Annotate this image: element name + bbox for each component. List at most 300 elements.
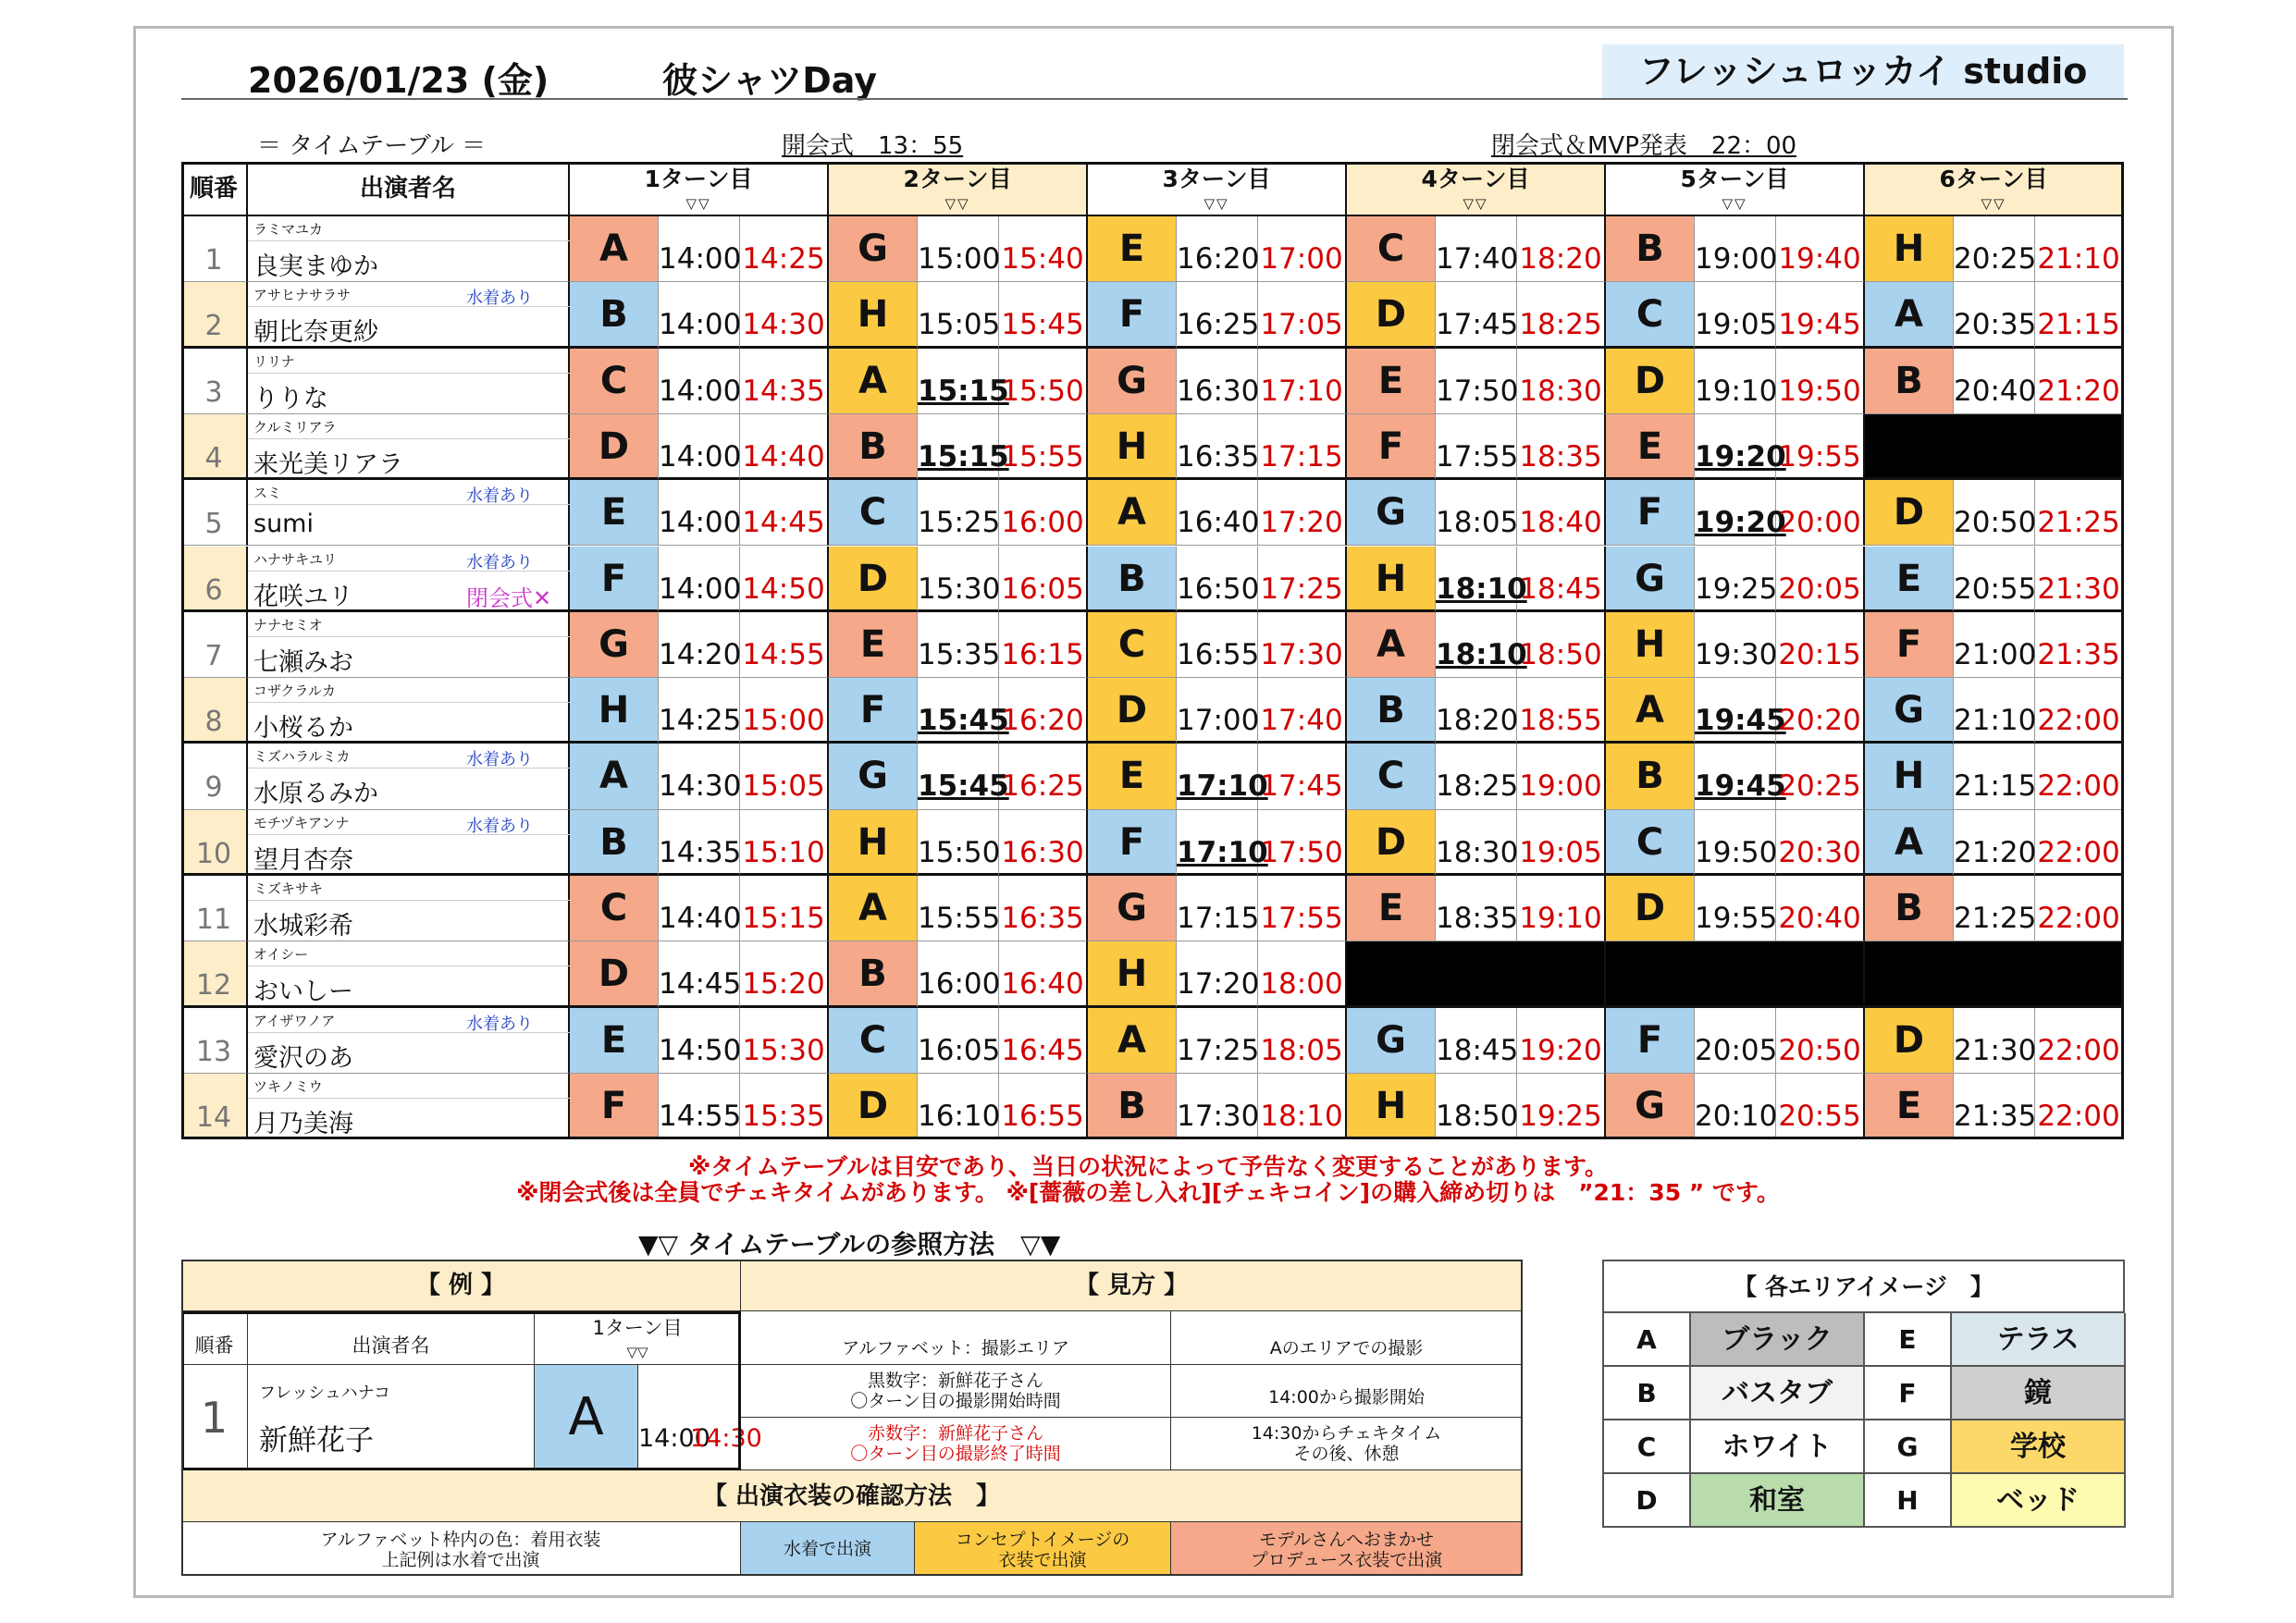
end-time: 17:05 [1258,282,1347,348]
area-letter: E [829,612,918,678]
end-time: 20:20 [1776,678,1865,744]
area-letter: G [1347,1008,1436,1074]
turn-header-4 [1347,162,1606,216]
start-time: 20:25 [1954,216,2035,282]
start-time: 15:50 [918,810,999,876]
area-letter: C [1606,810,1695,876]
end-time: 14:55 [740,612,829,678]
performer-cell [248,810,570,876]
end-time: 16:30 [999,810,1088,876]
end-time: 20:25 [1776,744,1865,809]
area-letter: D [1347,810,1436,876]
end-time: 20:40 [1776,876,1865,941]
performer-cell [248,744,570,809]
kana-divider [248,1098,570,1099]
start-time: 20:05 [1695,1008,1776,1074]
performer-cell [248,612,570,678]
performer-name: 花咲ユリ [253,582,353,611]
start-time: 19:10 [1695,349,1776,414]
start-time: 14:35 [659,810,740,876]
ex-end-time: 14:30 [690,1365,741,1470]
area-letter: C [1347,744,1436,809]
performer-kana: ミズキサキ [253,880,324,897]
start-time: 18:10 [1436,612,1517,678]
end-time: 19:40 [1776,216,1865,282]
area-name-b: バスタブ [1691,1367,1865,1420]
performer-name: りりな [253,384,328,413]
area-letter: H [1347,547,1436,612]
start-time: 21:25 [1954,876,2035,941]
opening-time: 開会式 13：55 [782,132,964,160]
start-time: 20:35 [1954,282,2035,348]
black-desc: 14:00から撮影開始 [1171,1365,1523,1418]
area-letter: F [570,1074,659,1139]
end-time: 15:45 [999,282,1088,348]
turn-label: 2ターン目 [903,166,1012,192]
start-time: 15:15 [918,349,999,414]
end-time: 20:55 [1776,1074,1865,1139]
end-time: 15:15 [740,876,829,941]
turn-arrows: ▽▽ [1204,195,1229,212]
ex-name: 新鮮花子 [259,1424,374,1457]
end-time: 18:55 [1517,678,1606,744]
end-time: 14:30 [740,282,829,348]
closing-time: 閉会式＆MVP発表 22：00 [1491,132,1797,160]
start-time: 14:45 [659,941,740,1007]
area-letter: B [1865,349,1954,414]
start-time: 21:15 [1954,744,2035,809]
start-time: 15:00 [918,216,999,282]
start-time: 17:15 [1177,876,1258,941]
performer-kana: クルミリアラ [253,418,337,436]
kana-divider [248,240,570,241]
performer-cell [248,414,570,480]
area-letter-g: G [1865,1420,1952,1474]
performer-name: 水原るみか [253,780,378,809]
start-time: 20:40 [1954,349,2035,414]
area-letter-a: A [1604,1313,1691,1367]
start-time: 17:25 [1177,1008,1258,1074]
closing-absence-note: 閉会式✕ [466,584,552,611]
end-time: 16:15 [999,612,1088,678]
start-time: 18:30 [1436,810,1517,876]
start-time: 17:20 [1177,941,1258,1007]
costume-concept: コンセプトイメージの 衣装で出演 [915,1522,1171,1576]
area-letter: C [570,876,659,941]
performer-cell [248,282,570,348]
row-number: 1 [181,216,248,282]
end-time: 16:05 [999,547,1088,612]
end-time: 19:05 [1517,810,1606,876]
end-time: 15:50 [999,349,1088,414]
area-letter: H [1865,744,1954,809]
end-time: 22:00 [2035,744,2124,809]
order-header: 順番 [181,162,248,216]
area-letter: C [829,1008,918,1074]
performer-name: sumi [253,510,314,539]
start-time: 16:50 [1177,547,1258,612]
start-time: 17:00 [1177,678,1258,744]
area-letter: E [1347,349,1436,414]
area-letter: A [1088,1008,1177,1074]
start-time: 14:00 [659,349,740,414]
start-time: 19:50 [1695,810,1776,876]
area-letter: F [829,678,918,744]
start-time: 14:00 [659,282,740,348]
start-time: 20:50 [1954,480,2035,546]
start-time: 19:55 [1695,876,1776,941]
start-time: 15:15 [918,414,999,480]
end-time: 15:20 [740,941,829,1007]
start-time: 18:50 [1436,1074,1517,1139]
turn-header-6 [1865,162,2124,216]
turn-header-2 [829,162,1088,216]
performer-kana: モチヅキアンナ [253,814,350,831]
start-time: 20:55 [1954,547,2035,612]
area-letter: C [829,480,918,546]
start-time: 17:45 [1436,282,1517,348]
row-number: 4 [181,414,248,480]
end-time: 21:25 [2035,480,2124,546]
start-time: 14:00 [659,480,740,546]
area-letter: B [1606,744,1695,809]
alpha-label: アルファベット：撮影エリア [741,1311,1171,1365]
ex-turn-header: 1ターン目 ▽▽ [535,1311,741,1365]
end-time: 19:50 [1776,349,1865,414]
end-time: 17:15 [1258,414,1347,480]
start-time: 14:25 [659,678,740,744]
end-time: 15:00 [740,678,829,744]
area-letter: H [1347,1074,1436,1139]
end-time: 17:00 [1258,216,1347,282]
start-time: 14:00 [659,216,740,282]
black-label: 黒数字：新鮮花子さん 〇ターン目の撮影開始時間 [741,1365,1171,1418]
start-time: 21:00 [1954,612,2035,678]
start-time: 21:20 [1954,810,2035,876]
howto-table [181,1260,1523,1581]
start-time: 20:10 [1695,1074,1776,1139]
end-time: 20:00 [1776,480,1865,546]
start-time: 17:50 [1436,349,1517,414]
performer-cell [248,1008,570,1074]
performer-name: 水城彩希 [253,912,353,941]
area-letter: D [1088,678,1177,744]
start-time: 16:00 [918,941,999,1007]
start-time: 19:20 [1695,480,1776,546]
performer-kana: コザクラルカ [253,682,336,700]
area-title: 【 各エリアイメージ 】 [1604,1261,2125,1313]
area-letter: B [1865,876,1954,941]
start-time: 16:55 [1177,612,1258,678]
area-letter: F [1088,810,1177,876]
area-letter: D [1347,282,1436,348]
performer-cell [248,678,570,744]
ex-start-time: 14:00 [638,1365,690,1470]
start-time: 14:55 [659,1074,740,1139]
header-divider [181,98,2128,100]
end-time: 17:55 [1258,876,1347,941]
swimsuit-note: 水着あり [466,750,533,770]
end-time: 19:00 [1517,744,1606,809]
start-time: 18:10 [1436,547,1517,612]
performer-cell [248,876,570,941]
end-time: 18:05 [1258,1008,1347,1074]
end-time: 15:10 [740,810,829,876]
performer-name: 七瀬みお [253,647,353,677]
kana-divider [248,702,570,703]
area-letter: G [570,612,659,678]
costume-produce: モデルさんへおまかせ プロデュース衣装で出演 [1171,1522,1523,1576]
turn-label: 6ターン目 [1939,166,2048,192]
end-time: 19:55 [1776,414,1865,480]
end-time: 16:55 [999,1074,1088,1139]
area-letter: C [1606,282,1695,348]
area-letter: A [829,876,918,941]
end-time: 17:40 [1258,678,1347,744]
end-time: 19:45 [1776,282,1865,348]
row-number: 10 [181,810,248,876]
area-letter: G [1606,547,1695,612]
turn-arrows: ▽▽ [1981,195,2006,212]
row-number: 7 [181,612,248,678]
area-letter: A [1347,612,1436,678]
area-letter: F [1606,480,1695,546]
turn-header-5 [1606,162,1865,216]
howto-title: ▼▽ タイムテーブルの参照方法 ▽▼ [638,1229,1061,1260]
end-time: 18:40 [1517,480,1606,546]
performer-cell [248,349,570,414]
area-letter: F [1865,612,1954,678]
area-letter: H [1088,941,1177,1007]
turn-arrows: ▽▽ [1463,195,1488,212]
start-time: 17:10 [1177,744,1258,809]
end-time: 22:00 [2035,876,2124,941]
costume-swimsuit: 水着で出演 [741,1522,915,1576]
area-letter: G [1865,678,1954,744]
end-time: 19:10 [1517,876,1606,941]
area-letter: A [1865,282,1954,348]
end-time: 16:45 [999,1008,1088,1074]
turn-header-3 [1088,162,1347,216]
start-time: 14:20 [659,612,740,678]
performer-kana: アサヒナサラサ [253,287,352,304]
kana-divider [248,636,570,637]
area-letter: C [570,349,659,414]
start-time: 18:35 [1436,876,1517,941]
example-header: 【 例 】 [181,1260,741,1311]
view-header: 【 見方 】 [741,1260,1523,1311]
end-time: 18:30 [1517,349,1606,414]
start-time: 19:45 [1695,678,1776,744]
start-time: 14:30 [659,744,740,809]
area-letter: D [829,1074,918,1139]
row-number: 14 [181,1074,248,1139]
area-name-d: 和室 [1691,1474,1865,1528]
start-time: 16:30 [1177,349,1258,414]
area-letter: E [1347,876,1436,941]
event-title: 彼シャツDay [662,60,878,101]
ex-kana: フレッシュハナコ [259,1383,391,1403]
end-time: 17:25 [1258,547,1347,612]
start-time: 16:35 [1177,414,1258,480]
area-letter: F [1347,414,1436,480]
end-time: 20:15 [1776,612,1865,678]
area-letter: E [1606,414,1695,480]
end-time: 16:20 [999,678,1088,744]
performer-kana: アイザワノア [253,1012,336,1029]
performer-cell [248,1074,570,1139]
area-letter: A [1088,480,1177,546]
area-table [1602,1260,2125,1528]
end-time: 14:45 [740,480,829,546]
turn-arrows: ▽▽ [685,195,711,212]
start-time: 17:10 [1177,810,1258,876]
end-time: 17:30 [1258,612,1347,678]
area-letter: A [1606,678,1695,744]
kana-divider [248,438,570,439]
area-letter: G [829,744,918,809]
area-letter: A [829,349,918,414]
area-letter-b: B [1604,1367,1691,1420]
row-number: 6 [181,547,248,612]
start-time: 15:25 [918,480,999,546]
area-letter: B [570,282,659,348]
area-letter: G [829,216,918,282]
start-time: 19:00 [1695,216,1776,282]
blank-slot [1865,941,2124,1007]
start-time: 14:50 [659,1008,740,1074]
note-line-2: ※閉会式後は全員でチェキタイムがあります。 ※[薔薇の差し入れ][チェキコイン]の購入締め切りは ”21：35 ” です。 [516,1179,1780,1206]
end-time: 21:10 [2035,216,2124,282]
performer-kana: ラミマユカ [253,221,324,238]
start-time: 17:40 [1436,216,1517,282]
end-time: 15:55 [999,414,1088,480]
start-time: 18:25 [1436,744,1517,809]
performer-name: 望月杏奈 [253,845,353,875]
area-letter: B [1606,216,1695,282]
turn-arrows: ▽▽ [1722,195,1747,212]
swimsuit-note: 水着あり [466,1014,533,1034]
row-number: 12 [181,941,248,1007]
turn-label: 1ターン目 [644,166,753,192]
end-time: 18:50 [1517,612,1606,678]
start-time: 16:10 [918,1074,999,1139]
start-time: 16:05 [918,1008,999,1074]
area-name-e: テラス [1952,1313,2126,1367]
area-letter-d: D [1604,1474,1691,1528]
end-time: 17:10 [1258,349,1347,414]
performer-kana: リリナ [253,352,295,370]
turn-label: 3ターン目 [1162,166,1271,192]
area-letter: E [1088,744,1177,809]
area-letter: A [570,744,659,809]
end-time: 16:35 [999,876,1088,941]
ex-row-number: 1 [181,1365,248,1470]
area-letter: F [1606,1008,1695,1074]
row-number: 9 [181,744,248,809]
end-time: 22:00 [2035,1008,2124,1074]
turn-header-1 [570,162,829,216]
area-letter-h: H [1865,1474,1952,1528]
start-time: 21:35 [1954,1074,2035,1139]
area-letter: B [570,810,659,876]
ex-area-letter: A [535,1365,638,1470]
end-time: 18:35 [1517,414,1606,480]
note-line-1: ※タイムテーブルは目安であり、当日の状況によって予告なく変更することがあります。 [687,1153,1609,1180]
start-time: 18:20 [1436,678,1517,744]
swimsuit-note: 水着あり [466,552,533,572]
start-time: 15:35 [918,612,999,678]
end-time: 14:40 [740,414,829,480]
end-time: 19:20 [1517,1008,1606,1074]
start-time: 21:10 [1954,678,2035,744]
end-time: 20:05 [1776,547,1865,612]
end-time: 14:25 [740,216,829,282]
area-letter: G [1088,876,1177,941]
performer-kana: ハナサキユリ [253,550,338,568]
alpha-desc: Aのエリアでの撮影 [1171,1311,1523,1365]
area-letter: H [1606,612,1695,678]
area-letter: E [1865,1074,1954,1139]
end-time: 16:00 [999,480,1088,546]
area-name-a: ブラック [1691,1313,1865,1367]
end-time: 15:35 [740,1074,829,1139]
area-letter: B [829,414,918,480]
start-time: 14:40 [659,876,740,941]
start-time: 17:55 [1436,414,1517,480]
blank-slot [1606,941,1865,1007]
start-time: 18:45 [1436,1008,1517,1074]
row-number: 5 [181,480,248,546]
area-name-h: ベッド [1952,1474,2126,1528]
area-letter: F [1088,282,1177,348]
end-time: 15:30 [740,1008,829,1074]
end-time: 18:20 [1517,216,1606,282]
row-number: 3 [181,349,248,414]
studio-name: フレッシュロッカイ studio [1602,44,2124,98]
area-letter: D [829,547,918,612]
start-time: 19:30 [1695,612,1776,678]
area-letter: H [829,810,918,876]
ex-performer-header: 出演者名 [248,1311,535,1365]
performer-cell [248,216,570,282]
swimsuit-note: 水着あり [466,816,533,836]
row-number: 11 [181,876,248,941]
performer-cell [248,547,570,612]
start-time: 15:05 [918,282,999,348]
event-date: 2026/01/23 (金) [248,60,549,101]
end-time: 22:00 [2035,1074,2124,1139]
performer-cell [248,480,570,546]
start-time: 16:20 [1177,216,1258,282]
area-letter: H [1865,216,1954,282]
end-time: 21:30 [2035,547,2124,612]
blank-slot [1347,941,1606,1007]
performer-name: 朝比奈更紗 [253,318,378,348]
area-letter: B [1347,678,1436,744]
area-letter: E [570,1008,659,1074]
kana-divider [248,373,570,374]
turn-label: 5ターン目 [1680,166,1789,192]
area-letter: D [1865,480,1954,546]
swimsuit-note: 水着あり [466,486,533,507]
end-time: 14:50 [740,547,829,612]
start-time: 15:45 [918,678,999,744]
start-time: 14:00 [659,414,740,480]
performer-kana: ツキノミウ [253,1077,323,1095]
performer-kana: オイシー [253,946,309,964]
start-time: 15:55 [918,876,999,941]
